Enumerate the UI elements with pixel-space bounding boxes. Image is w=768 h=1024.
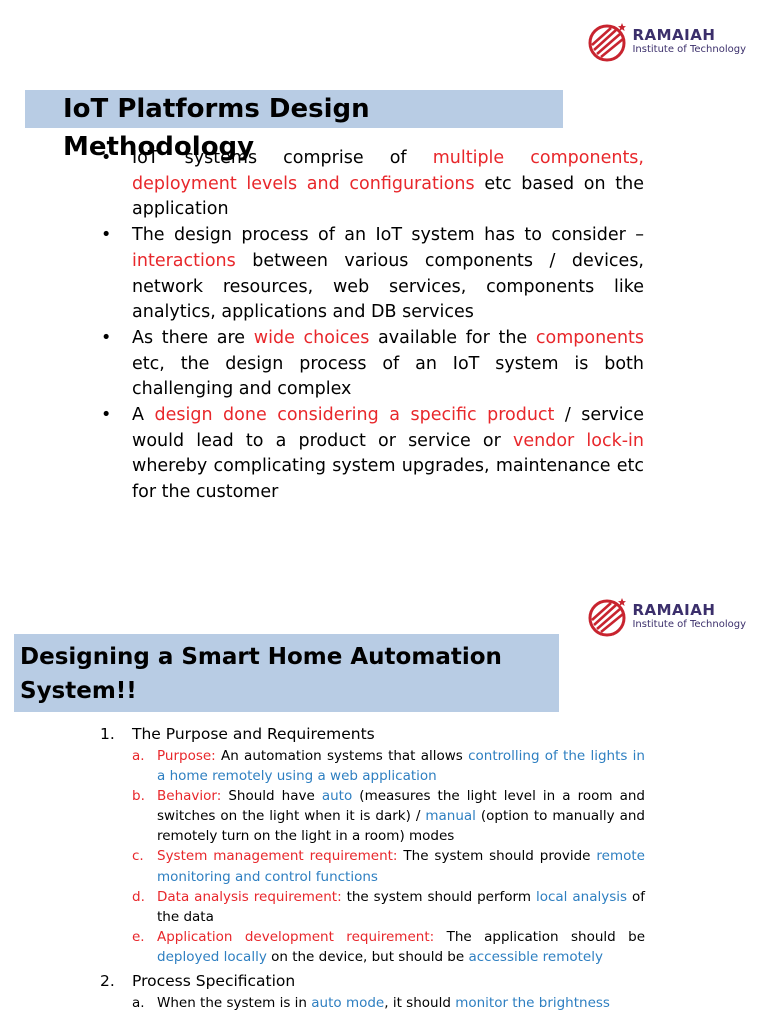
- text: The application should be: [434, 928, 646, 945]
- ramaiah-emblem-icon: [586, 20, 628, 62]
- section-label: Process Specification: [132, 972, 296, 991]
- text: A: [132, 405, 155, 426]
- logo-name: RAMAIAH: [632, 600, 716, 619]
- text: available for the: [369, 327, 536, 348]
- text: between various components / devices, network resources, web services, components like analytics, applications and DB services: [132, 250, 644, 323]
- term: Application development requirement:: [157, 928, 435, 945]
- text: whereby complicating system upgrades, maintenance etc for the customer: [132, 456, 644, 503]
- text: on the device, but should be: [266, 948, 469, 965]
- highlight-text: auto mode: [311, 995, 385, 1012]
- highlight-text: auto: [321, 788, 353, 805]
- highlight-text: deployed locally: [157, 948, 267, 965]
- highlight-text: local analysis: [535, 888, 628, 905]
- logo-subtitle: Institute of Technology: [632, 618, 746, 630]
- highlight-text: design done considering a specific product: [154, 405, 555, 426]
- highlight-text: accessible remotely: [468, 948, 603, 965]
- sub-item: [132, 746, 645, 786]
- sub-letter: c.: [132, 848, 144, 865]
- ramaiah-logo: [586, 595, 746, 637]
- sub-item: [132, 846, 645, 886]
- text: , it should: [384, 995, 456, 1012]
- list-item: [100, 724, 645, 967]
- text: (option to manually and remotely turn on the light in a room) modes: [157, 808, 645, 845]
- sub-list: [132, 746, 645, 967]
- slide-title-line-1: Designing a Smart Home Automation: [20, 644, 502, 670]
- text: As there are: [132, 327, 254, 348]
- text: (measures the light level in a room and switches on the light when it is dark) /: [157, 788, 645, 825]
- slide-title: IoT Platforms Design Methodology: [25, 90, 563, 128]
- slide-2: [0, 578, 768, 1024]
- bullet-item: [101, 146, 644, 223]
- item-number: 2.: [100, 972, 115, 991]
- item-number: 1.: [100, 725, 115, 743]
- term: System management requirement:: [157, 848, 398, 865]
- sub-letter: d.: [132, 888, 145, 905]
- text: When the system is in: [157, 995, 312, 1012]
- highlight-text: vendor lock-in: [513, 430, 644, 451]
- highlight-text: controlling of the lights in a home remotely using a web application: [157, 748, 645, 785]
- text: the system should perform: [341, 888, 536, 905]
- ramaiah-logo: [586, 20, 746, 62]
- slide-title: [14, 634, 559, 712]
- bullet-item: [101, 223, 644, 326]
- bullet-item: [101, 326, 644, 403]
- highlight-text: multiple components, deployment levels and configurations: [132, 148, 644, 194]
- sub-letter: b.: [132, 788, 145, 805]
- highlight-text: wide choices: [253, 327, 370, 348]
- sub-letter: a.: [132, 995, 145, 1012]
- section-label: The Purpose and Requirements: [132, 725, 375, 743]
- ramaiah-emblem-icon: [586, 595, 628, 637]
- sub-list: [132, 993, 645, 1013]
- term: Purpose:: [157, 748, 216, 764]
- highlight-text: interactions: [132, 250, 236, 271]
- list-item: [100, 971, 645, 1013]
- text: The system should provide: [397, 848, 597, 865]
- text: An automation systems that allows: [215, 748, 469, 764]
- highlight-text: manual: [425, 808, 476, 825]
- logo-name: RAMAIAH: [632, 25, 716, 44]
- numbered-list: [100, 724, 645, 1017]
- sub-letter: e.: [132, 928, 145, 945]
- text: Should have: [221, 788, 322, 805]
- sub-item: [132, 887, 645, 927]
- logo-subtitle: Institute of Technology: [632, 43, 746, 55]
- text: / service would lead to a product or service or: [132, 405, 644, 451]
- sub-item: [132, 927, 645, 967]
- sub-letter: a.: [132, 748, 145, 764]
- sub-item: [132, 786, 645, 846]
- sub-item: [132, 993, 645, 1013]
- highlight-text: components: [535, 327, 645, 348]
- text: IoT systems comprise of: [132, 148, 433, 168]
- slide-title-line-2: System!!: [20, 678, 137, 704]
- bullet-list: [101, 146, 644, 506]
- term: Data analysis requirement:: [157, 888, 342, 905]
- text: The design process of an IoT system has to consider –: [132, 225, 644, 246]
- text: etc based on the application: [132, 173, 645, 220]
- text: etc, the design process of an IoT system is both challenging and complex: [132, 353, 644, 400]
- highlight-text: monitor the brightness: [455, 995, 610, 1012]
- term: Behavior:: [157, 788, 222, 805]
- bullet-item: [101, 403, 644, 506]
- highlight-text: remote monitoring and control functions: [157, 848, 645, 885]
- text: of the data: [157, 888, 645, 925]
